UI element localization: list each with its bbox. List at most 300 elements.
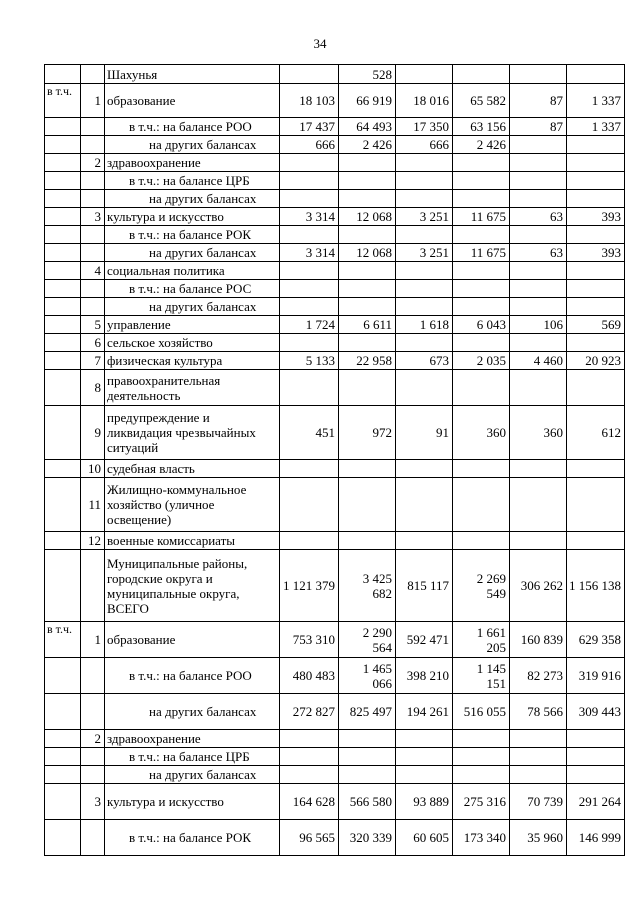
- value-cell: [567, 172, 625, 190]
- row-name-cell: культура и искусство: [105, 784, 280, 820]
- value-cell: 3 314: [280, 244, 339, 262]
- value-cell: 566 580: [339, 784, 396, 820]
- value-cell: 12 068: [339, 244, 396, 262]
- table-row: [45, 136, 625, 154]
- value-cell: [453, 532, 510, 550]
- value-cell: 11 675: [453, 208, 510, 226]
- row-name-cell: сельское хозяйство: [105, 334, 280, 352]
- value-cell: 393: [567, 208, 625, 226]
- value-cell: [510, 136, 567, 154]
- value-cell: [280, 730, 339, 748]
- table-row: [45, 118, 625, 136]
- row-index-cell: [81, 65, 105, 84]
- value-cell: 82 273: [510, 658, 567, 694]
- row-name-cell: образование: [105, 622, 280, 658]
- value-cell: 173 340: [453, 820, 510, 856]
- value-cell: 569: [567, 316, 625, 334]
- value-cell: 91: [396, 406, 453, 460]
- value-cell: 629 358: [567, 622, 625, 658]
- value-cell: 164 628: [280, 784, 339, 820]
- value-cell: [280, 262, 339, 280]
- row-name-cell: Муниципальные районы, городские округа и муниципальные округа, ВСЕГО: [105, 550, 280, 622]
- row-name-cell: Жилищно-коммунальное хозяйство (уличное освещение): [105, 478, 280, 532]
- value-cell: [396, 262, 453, 280]
- value-cell: [396, 334, 453, 352]
- value-cell: 825 497: [339, 694, 396, 730]
- value-cell: [339, 226, 396, 244]
- value-cell: [396, 748, 453, 766]
- value-cell: 528: [339, 65, 396, 84]
- row-index-cell: [81, 748, 105, 766]
- value-cell: [396, 298, 453, 316]
- value-cell: [280, 478, 339, 532]
- value-cell: [567, 65, 625, 84]
- value-cell: [510, 226, 567, 244]
- value-cell: 66 919: [339, 84, 396, 118]
- value-cell: [567, 460, 625, 478]
- value-cell: 64 493: [339, 118, 396, 136]
- row-prefix-cell: [45, 748, 81, 766]
- value-cell: 106: [510, 316, 567, 334]
- value-cell: [567, 280, 625, 298]
- value-cell: [396, 370, 453, 406]
- table-row: [45, 460, 625, 478]
- value-cell: [510, 262, 567, 280]
- value-cell: [453, 298, 510, 316]
- value-cell: [567, 154, 625, 172]
- value-cell: 753 310: [280, 622, 339, 658]
- value-cell: [453, 65, 510, 84]
- row-prefix-cell: [45, 784, 81, 820]
- value-cell: [280, 226, 339, 244]
- value-cell: [453, 766, 510, 784]
- value-cell: 194 261: [396, 694, 453, 730]
- value-cell: [339, 766, 396, 784]
- row-prefix-cell: [45, 226, 81, 244]
- value-cell: 6 611: [339, 316, 396, 334]
- row-name-cell: здравоохранение: [105, 154, 280, 172]
- value-cell: [339, 190, 396, 208]
- value-cell: 160 839: [510, 622, 567, 658]
- value-cell: 1 337: [567, 84, 625, 118]
- row-prefix-cell: [45, 334, 81, 352]
- value-cell: [510, 172, 567, 190]
- table-row: [45, 244, 625, 262]
- value-cell: [567, 730, 625, 748]
- value-cell: 3 425 682: [339, 550, 396, 622]
- row-name-cell: образование: [105, 84, 280, 118]
- table-row: [45, 658, 625, 694]
- value-cell: [280, 766, 339, 784]
- row-prefix-cell: [45, 190, 81, 208]
- value-cell: 1 661 205: [453, 622, 510, 658]
- value-cell: 2 035: [453, 352, 510, 370]
- table-row: [45, 226, 625, 244]
- page-number: 34: [313, 36, 327, 51]
- table-row: [45, 298, 625, 316]
- value-cell: 1 337: [567, 118, 625, 136]
- value-cell: 63 156: [453, 118, 510, 136]
- value-cell: [339, 730, 396, 748]
- row-prefix-cell: [45, 280, 81, 298]
- value-cell: [510, 748, 567, 766]
- row-prefix-cell: [45, 244, 81, 262]
- row-prefix-cell: [45, 532, 81, 550]
- value-cell: 306 262: [510, 550, 567, 622]
- value-cell: [567, 226, 625, 244]
- row-prefix-cell: [45, 208, 81, 226]
- value-cell: [453, 154, 510, 172]
- value-cell: 360: [510, 406, 567, 460]
- row-prefix-cell: [45, 316, 81, 334]
- value-cell: [510, 532, 567, 550]
- row-index-cell: 8: [81, 370, 105, 406]
- value-cell: [453, 190, 510, 208]
- table-row: [45, 406, 625, 460]
- value-cell: 22 958: [339, 352, 396, 370]
- value-cell: [396, 280, 453, 298]
- value-cell: [510, 334, 567, 352]
- value-cell: [396, 478, 453, 532]
- row-prefix-cell: [45, 118, 81, 136]
- table-row: [45, 65, 625, 84]
- value-cell: [453, 226, 510, 244]
- value-cell: [339, 460, 396, 478]
- value-cell: [567, 748, 625, 766]
- table-row: [45, 550, 625, 622]
- table-row: [45, 280, 625, 298]
- table-row: [45, 262, 625, 280]
- value-cell: [396, 532, 453, 550]
- value-cell: 393: [567, 244, 625, 262]
- row-name-cell: культура и искусство: [105, 208, 280, 226]
- value-cell: 18 016: [396, 84, 453, 118]
- value-cell: [280, 370, 339, 406]
- value-cell: 35 960: [510, 820, 567, 856]
- value-cell: [453, 730, 510, 748]
- value-cell: 20 923: [567, 352, 625, 370]
- row-name-cell: на других балансах: [105, 136, 280, 154]
- row-index-cell: [81, 298, 105, 316]
- value-cell: 2 269 549: [453, 550, 510, 622]
- row-name-cell: правоохранительная деятельность: [105, 370, 280, 406]
- value-cell: [396, 226, 453, 244]
- row-index-cell: 4: [81, 262, 105, 280]
- value-cell: [567, 334, 625, 352]
- row-name-cell: на других балансах: [105, 298, 280, 316]
- table-row: [45, 766, 625, 784]
- table-body: [45, 65, 625, 856]
- value-cell: 2 426: [453, 136, 510, 154]
- value-cell: 592 471: [396, 622, 453, 658]
- value-cell: [453, 262, 510, 280]
- value-cell: 17 350: [396, 118, 453, 136]
- row-name-cell: судебная власть: [105, 460, 280, 478]
- value-cell: 60 605: [396, 820, 453, 856]
- row-index-cell: [81, 226, 105, 244]
- row-prefix-cell: [45, 406, 81, 460]
- value-cell: [339, 334, 396, 352]
- value-cell: [396, 65, 453, 84]
- row-name-cell: военные комиссариаты: [105, 532, 280, 550]
- value-cell: [453, 280, 510, 298]
- value-cell: [510, 730, 567, 748]
- value-cell: 666: [280, 136, 339, 154]
- value-cell: 17 437: [280, 118, 339, 136]
- row-index-cell: [81, 136, 105, 154]
- table-row: [45, 84, 625, 118]
- row-index-cell: [81, 118, 105, 136]
- row-name-cell: на других балансах: [105, 694, 280, 730]
- row-prefix-cell: [45, 820, 81, 856]
- value-cell: 398 210: [396, 658, 453, 694]
- value-cell: [453, 748, 510, 766]
- table-row: [45, 352, 625, 370]
- row-name-cell: в т.ч.: на балансе РОК: [105, 226, 280, 244]
- value-cell: 70 739: [510, 784, 567, 820]
- value-cell: [280, 460, 339, 478]
- value-cell: 78 566: [510, 694, 567, 730]
- value-cell: [567, 262, 625, 280]
- value-cell: 320 339: [339, 820, 396, 856]
- value-cell: [510, 65, 567, 84]
- value-cell: [567, 532, 625, 550]
- table-row: [45, 694, 625, 730]
- value-cell: 516 055: [453, 694, 510, 730]
- row-name-cell: физическая культура: [105, 352, 280, 370]
- row-prefix-cell: [45, 154, 81, 172]
- value-cell: [339, 154, 396, 172]
- value-cell: [567, 190, 625, 208]
- value-cell: [510, 460, 567, 478]
- value-cell: [280, 280, 339, 298]
- row-name-cell: в т.ч.: на балансе ЦРБ: [105, 748, 280, 766]
- row-name-cell: в т.ч.: на балансе ЦРБ: [105, 172, 280, 190]
- row-prefix-cell: в т.ч.: [45, 84, 81, 118]
- value-cell: 360: [453, 406, 510, 460]
- value-cell: 319 916: [567, 658, 625, 694]
- value-cell: [396, 172, 453, 190]
- value-cell: [567, 766, 625, 784]
- value-cell: [567, 136, 625, 154]
- value-cell: [453, 370, 510, 406]
- value-cell: 972: [339, 406, 396, 460]
- row-index-cell: [81, 244, 105, 262]
- value-cell: [567, 478, 625, 532]
- value-cell: [280, 190, 339, 208]
- value-cell: [339, 172, 396, 190]
- value-cell: [396, 190, 453, 208]
- value-cell: 4 460: [510, 352, 567, 370]
- table-row: [45, 190, 625, 208]
- value-cell: 3 251: [396, 244, 453, 262]
- row-prefix-cell: [45, 172, 81, 190]
- row-name-cell: на других балансах: [105, 766, 280, 784]
- value-cell: [453, 172, 510, 190]
- row-prefix-cell: [45, 550, 81, 622]
- value-cell: [510, 478, 567, 532]
- row-prefix-cell: [45, 460, 81, 478]
- value-cell: 1 156 138: [567, 550, 625, 622]
- value-cell: 6 043: [453, 316, 510, 334]
- value-cell: 272 827: [280, 694, 339, 730]
- value-cell: [280, 532, 339, 550]
- row-index-cell: 5: [81, 316, 105, 334]
- row-index-cell: [81, 694, 105, 730]
- value-cell: 93 889: [396, 784, 453, 820]
- table-row: [45, 730, 625, 748]
- row-index-cell: [81, 190, 105, 208]
- value-cell: 18 103: [280, 84, 339, 118]
- value-cell: [280, 172, 339, 190]
- value-cell: 309 443: [567, 694, 625, 730]
- row-name-cell: на других балансах: [105, 244, 280, 262]
- budget-table: [44, 64, 625, 856]
- value-cell: 1 465 066: [339, 658, 396, 694]
- row-index-cell: 6: [81, 334, 105, 352]
- value-cell: [280, 748, 339, 766]
- row-index-cell: 9: [81, 406, 105, 460]
- row-index-cell: [81, 766, 105, 784]
- value-cell: [339, 532, 396, 550]
- row-index-cell: [81, 658, 105, 694]
- row-index-cell: 2: [81, 730, 105, 748]
- value-cell: [339, 262, 396, 280]
- row-prefix-cell: [45, 478, 81, 532]
- value-cell: [453, 478, 510, 532]
- table-row: [45, 748, 625, 766]
- table-row: [45, 334, 625, 352]
- table-row: [45, 316, 625, 334]
- value-cell: 451: [280, 406, 339, 460]
- value-cell: [510, 370, 567, 406]
- value-cell: [339, 748, 396, 766]
- row-name-cell: в т.ч.: на балансе РОО: [105, 658, 280, 694]
- value-cell: [280, 154, 339, 172]
- value-cell: 1 145 151: [453, 658, 510, 694]
- value-cell: 5 133: [280, 352, 339, 370]
- value-cell: [510, 280, 567, 298]
- row-name-cell: на других балансах: [105, 190, 280, 208]
- row-index-cell: 2: [81, 154, 105, 172]
- value-cell: 1 618: [396, 316, 453, 334]
- value-cell: [510, 190, 567, 208]
- row-index-cell: 1: [81, 622, 105, 658]
- value-cell: 87: [510, 118, 567, 136]
- row-prefix-cell: [45, 262, 81, 280]
- row-prefix-cell: [45, 136, 81, 154]
- row-index-cell: [81, 172, 105, 190]
- row-name-cell: здравоохранение: [105, 730, 280, 748]
- row-index-cell: 11: [81, 478, 105, 532]
- value-cell: 291 264: [567, 784, 625, 820]
- row-index-cell: [81, 280, 105, 298]
- row-prefix-cell: в т.ч.: [45, 622, 81, 658]
- value-cell: 3 314: [280, 208, 339, 226]
- table-row: [45, 820, 625, 856]
- row-index-cell: [81, 550, 105, 622]
- value-cell: [396, 460, 453, 478]
- value-cell: [396, 730, 453, 748]
- value-cell: 96 565: [280, 820, 339, 856]
- row-name-cell: предупреждение и ликвидация чрезвычайных ситуаций: [105, 406, 280, 460]
- row-prefix-cell: [45, 766, 81, 784]
- value-cell: 1 724: [280, 316, 339, 334]
- value-cell: 673: [396, 352, 453, 370]
- value-cell: [339, 298, 396, 316]
- value-cell: [339, 370, 396, 406]
- value-cell: 63: [510, 208, 567, 226]
- value-cell: 1 121 379: [280, 550, 339, 622]
- row-index-cell: 7: [81, 352, 105, 370]
- table-row: [45, 370, 625, 406]
- value-cell: [280, 65, 339, 84]
- value-cell: [396, 766, 453, 784]
- table-row: [45, 172, 625, 190]
- value-cell: 480 483: [280, 658, 339, 694]
- value-cell: 666: [396, 136, 453, 154]
- value-cell: [339, 280, 396, 298]
- table-row: [45, 154, 625, 172]
- row-name-cell: управление: [105, 316, 280, 334]
- value-cell: 612: [567, 406, 625, 460]
- value-cell: [510, 154, 567, 172]
- value-cell: [453, 334, 510, 352]
- row-index-cell: [81, 820, 105, 856]
- value-cell: 815 117: [396, 550, 453, 622]
- value-cell: 146 999: [567, 820, 625, 856]
- table-row: [45, 784, 625, 820]
- value-cell: [339, 478, 396, 532]
- value-cell: [567, 370, 625, 406]
- value-cell: 87: [510, 84, 567, 118]
- row-name-cell: в т.ч.: на балансе РОК: [105, 820, 280, 856]
- value-cell: 63: [510, 244, 567, 262]
- value-cell: [510, 298, 567, 316]
- value-cell: [453, 460, 510, 478]
- value-cell: 12 068: [339, 208, 396, 226]
- row-prefix-cell: [45, 370, 81, 406]
- value-cell: 275 316: [453, 784, 510, 820]
- row-index-cell: 10: [81, 460, 105, 478]
- table-row: [45, 622, 625, 658]
- row-prefix-cell: [45, 352, 81, 370]
- row-index-cell: 1: [81, 84, 105, 118]
- value-cell: [280, 298, 339, 316]
- row-index-cell: 3: [81, 784, 105, 820]
- row-index-cell: 12: [81, 532, 105, 550]
- value-cell: 2 426: [339, 136, 396, 154]
- value-cell: [510, 766, 567, 784]
- row-prefix-cell: [45, 298, 81, 316]
- value-cell: 11 675: [453, 244, 510, 262]
- row-prefix-cell: [45, 730, 81, 748]
- row-prefix-cell: [45, 658, 81, 694]
- row-name-cell: Шахунья: [105, 65, 280, 84]
- value-cell: [396, 154, 453, 172]
- value-cell: [567, 298, 625, 316]
- row-prefix-cell: [45, 65, 81, 84]
- table-row: [45, 478, 625, 532]
- value-cell: [280, 334, 339, 352]
- table-row: [45, 208, 625, 226]
- row-name-cell: в т.ч.: на балансе РОС: [105, 280, 280, 298]
- row-name-cell: социальная политика: [105, 262, 280, 280]
- table-row: [45, 532, 625, 550]
- row-index-cell: 3: [81, 208, 105, 226]
- value-cell: 3 251: [396, 208, 453, 226]
- row-name-cell: в т.ч.: на балансе РОО: [105, 118, 280, 136]
